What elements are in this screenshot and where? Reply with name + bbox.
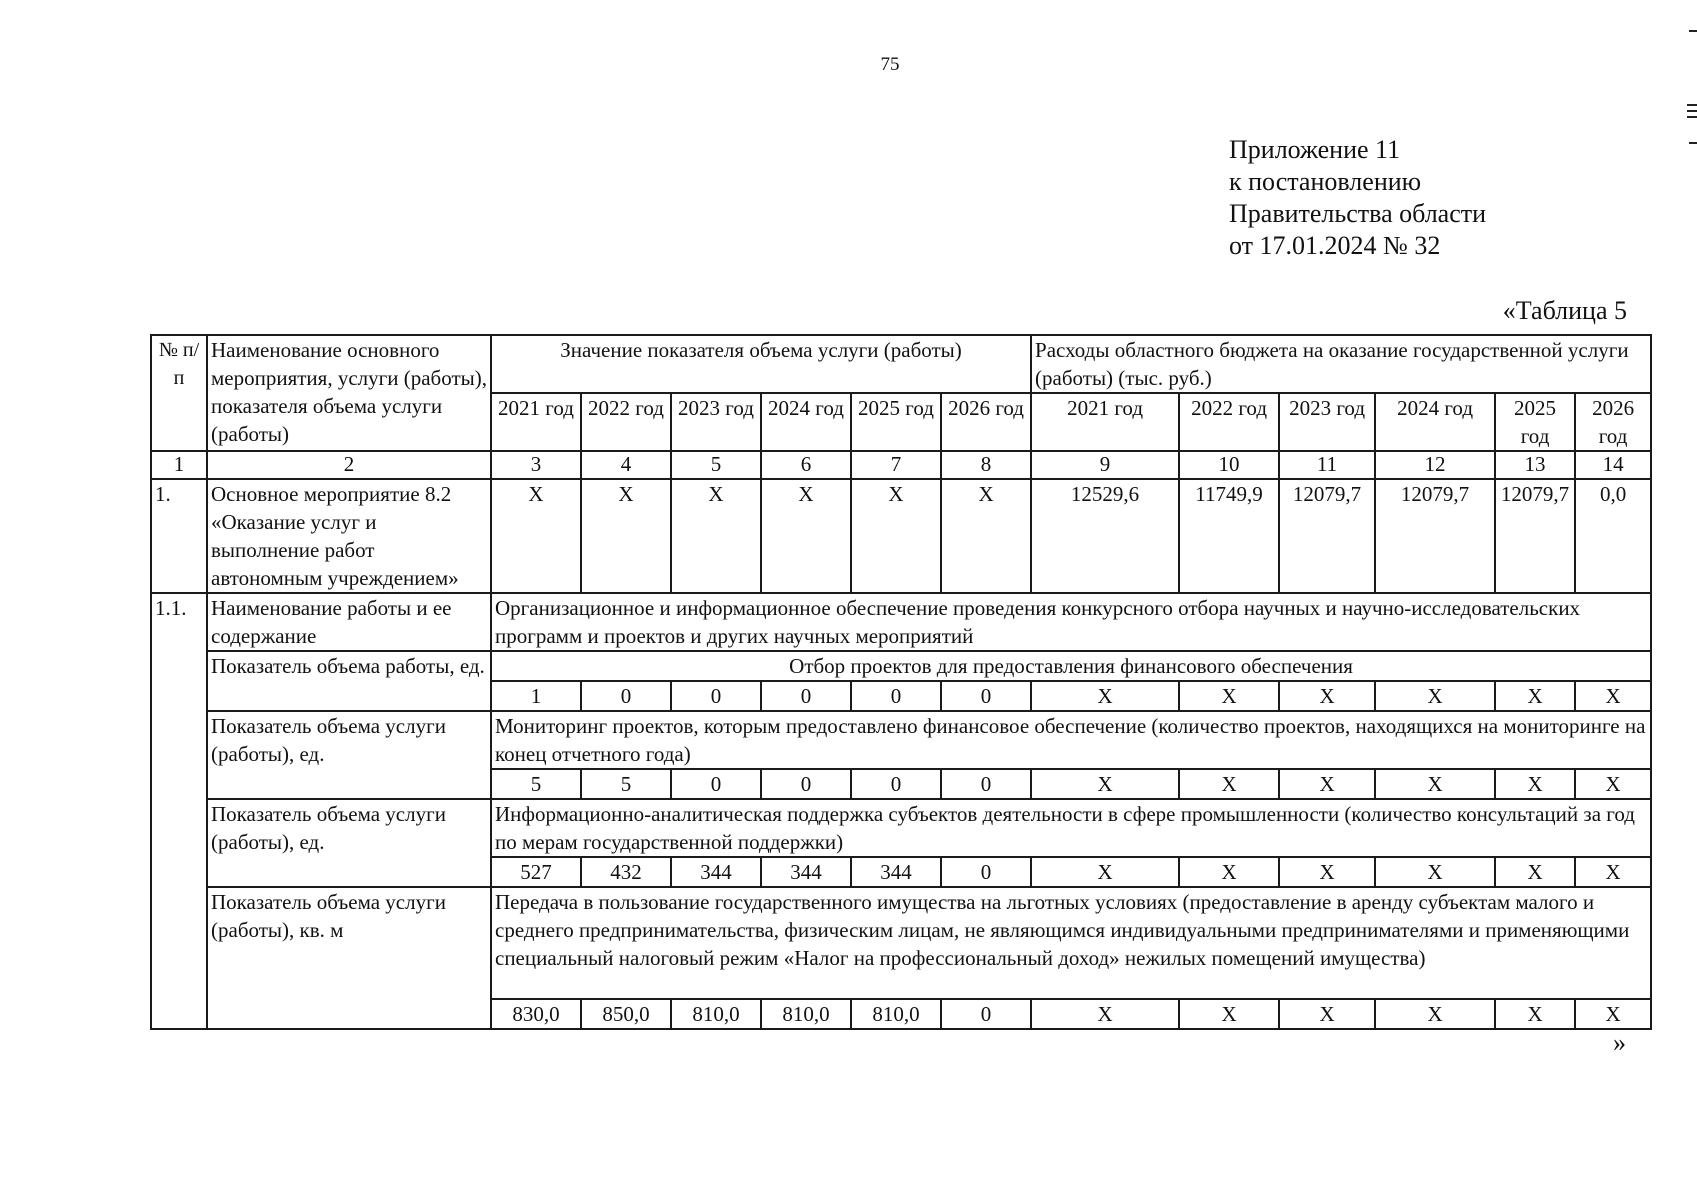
appendix-line: от 17.01.2024 № 32 xyxy=(1229,231,1441,260)
header-year: 2023 год xyxy=(671,393,761,451)
value-cell: 5 xyxy=(581,769,671,799)
value-cell: X xyxy=(581,479,671,593)
budget-table xyxy=(150,334,1652,1030)
value-cell: 830,0 xyxy=(491,999,581,1029)
indicator-label: Показатель объема работы, ед. xyxy=(207,651,491,711)
value-cell: 810,0 xyxy=(761,999,851,1029)
value-cell: 12079,7 xyxy=(1279,479,1375,593)
value-cell: 344 xyxy=(851,857,941,887)
value-cell: X xyxy=(1575,857,1651,887)
value-cell: X xyxy=(1495,857,1575,887)
value-cell: 527 xyxy=(491,857,581,887)
column-number: 2 xyxy=(207,451,491,479)
value-cell: X xyxy=(1375,681,1495,711)
margin-marks xyxy=(1687,0,1697,160)
value-cell: X xyxy=(1179,681,1279,711)
value-cell: 12529,6 xyxy=(1031,479,1179,593)
header-year: 2024 год xyxy=(1375,393,1495,451)
indicator-row xyxy=(151,651,1651,681)
value-cell: X xyxy=(1575,999,1651,1029)
value-cell: X xyxy=(1031,769,1179,799)
value-cell: 0 xyxy=(941,857,1031,887)
header-year: 2021 год xyxy=(1031,393,1179,451)
indicator-description: Мониторинг проектов, которым предоставлено финансовое обеспечение (количество проектов, находящихся на мониторинге на конец отчетного года) xyxy=(491,711,1651,769)
column-number: 12 xyxy=(1375,451,1495,479)
value-cell: X xyxy=(1179,857,1279,887)
value-cell: X xyxy=(1375,857,1495,887)
value-cell: 12079,7 xyxy=(1495,479,1575,593)
value-cell: X xyxy=(1495,999,1575,1029)
row-name: Основное мероприятие 8.2 «Оказание услуг и выполнение работ автономным учреждением» xyxy=(207,479,491,593)
value-cell: 0 xyxy=(671,769,761,799)
row-name: Наименование работы и ее содержание xyxy=(207,593,491,651)
value-cell: 0 xyxy=(671,681,761,711)
indicator-row xyxy=(151,799,1651,857)
header-year: 2025 год xyxy=(851,393,941,451)
value-cell: X xyxy=(1375,769,1495,799)
value-cell: X xyxy=(1279,681,1375,711)
header-row xyxy=(151,335,1651,393)
value-cell: 0 xyxy=(941,681,1031,711)
column-number: 11 xyxy=(1279,451,1375,479)
value-cell: 1 xyxy=(491,681,581,711)
value-cell: X xyxy=(1031,857,1179,887)
column-number: 8 xyxy=(941,451,1031,479)
value-cell: X xyxy=(1495,769,1575,799)
value-cell: 0 xyxy=(761,681,851,711)
table-row xyxy=(151,593,1651,651)
indicator-label: Показатель объема услуги (работы), кв. м xyxy=(207,887,491,1029)
value-cell: X xyxy=(1279,769,1375,799)
header-year: 2021 год xyxy=(491,393,581,451)
value-cell: 0 xyxy=(941,769,1031,799)
value-cell: X xyxy=(1575,769,1651,799)
value-cell: 0 xyxy=(581,681,671,711)
value-cell: 810,0 xyxy=(851,999,941,1029)
value-cell: X xyxy=(1575,681,1651,711)
value-cell: 0,0 xyxy=(1575,479,1651,593)
value-cell: 12079,7 xyxy=(1375,479,1495,593)
value-cell: X xyxy=(1031,681,1179,711)
value-cell: X xyxy=(761,479,851,593)
header-year: 2026 год xyxy=(1575,393,1651,451)
column-number: 13 xyxy=(1495,451,1575,479)
value-cell: 11749,9 xyxy=(1179,479,1279,593)
column-number: 5 xyxy=(671,451,761,479)
column-number: 10 xyxy=(1179,451,1279,479)
value-cell: 0 xyxy=(851,681,941,711)
value-cell: 344 xyxy=(671,857,761,887)
appendix-block xyxy=(1229,134,1486,262)
value-cell: X xyxy=(851,479,941,593)
indicator-label: Показатель объема услуги (работы), ед. xyxy=(207,799,491,887)
value-cell: X xyxy=(1031,999,1179,1029)
header-year: 2022 год xyxy=(1179,393,1279,451)
value-cell: 5 xyxy=(491,769,581,799)
column-numbers-row xyxy=(151,451,1651,479)
column-number: 1 xyxy=(151,451,207,479)
header-year: 2023 год xyxy=(1279,393,1375,451)
value-cell: 0 xyxy=(941,999,1031,1029)
header-budget-group: Расходы областного бюджета на оказание государственной услуги (работы) (тыс. руб.) xyxy=(1031,335,1651,393)
value-cell: X xyxy=(1279,857,1375,887)
value-cell: X xyxy=(1179,769,1279,799)
value-cell: 344 xyxy=(761,857,851,887)
header-name: Наименование основного мероприятия, услуги (работы), показателя объема услуги (работы) xyxy=(207,335,491,451)
column-number: 6 xyxy=(761,451,851,479)
value-cell: 850,0 xyxy=(581,999,671,1029)
indicator-label: Показатель объема услуги (работы), ед. xyxy=(207,711,491,799)
value-cell: X xyxy=(1375,999,1495,1029)
column-number: 14 xyxy=(1575,451,1651,479)
row-number: 1.1. xyxy=(151,593,207,1029)
value-cell: 0 xyxy=(761,769,851,799)
work-description: Организационное и информационное обеспечение проведения конкурсного отбора научных и научно-исследовательских программ и проектов и других научных мероприятий xyxy=(491,593,1651,651)
closing-quote: » xyxy=(1613,1028,1626,1057)
header-year: 2025 год xyxy=(1495,393,1575,451)
column-number: 7 xyxy=(851,451,941,479)
value-cell: X xyxy=(1495,681,1575,711)
appendix-line: Правительства области xyxy=(1229,199,1487,228)
appendix-line: к постановлению xyxy=(1229,167,1422,196)
column-number: 9 xyxy=(1031,451,1179,479)
value-cell: 810,0 xyxy=(671,999,761,1029)
value-cell: X xyxy=(491,479,581,593)
value-cell: 0 xyxy=(851,769,941,799)
header-year: 2022 год xyxy=(581,393,671,451)
appendix-line: Приложение 11 xyxy=(1229,135,1401,164)
page-number: 75 xyxy=(880,54,900,75)
indicator-description: Информационно-аналитическая поддержка субъектов деятельности в сфере промышленности (количество консультаций за год по мерам государственной поддержки) xyxy=(491,799,1651,857)
table-row xyxy=(151,479,1651,593)
indicator-description: Отбор проектов для предоставления финансового обеспечения xyxy=(491,651,1651,681)
value-cell: X xyxy=(1279,999,1375,1029)
table-label: «Таблица 5 xyxy=(1502,296,1627,325)
value-cell: 432 xyxy=(581,857,671,887)
value-cell: X xyxy=(671,479,761,593)
value-cell: X xyxy=(941,479,1031,593)
header-year: 2026 год xyxy=(941,393,1031,451)
header-volume-group: Значение показателя объема услуги (работы) xyxy=(491,335,1031,393)
indicator-description: Передача в пользование государственного имущества на льготных условиях (предоставление в аренду субъектам малого и среднего предпринимательства, физическим лицам, не являющимся индивидуальными предпринимателями и применяющими специальный налоговый режим «Налог на профессиональный доход» нежилых помещений имущества) xyxy=(491,887,1651,999)
row-number: 1. xyxy=(151,479,207,593)
header-year: 2024 год xyxy=(761,393,851,451)
column-number: 4 xyxy=(581,451,671,479)
indicator-row xyxy=(151,711,1651,769)
header-num: № п/п xyxy=(151,335,207,451)
column-number: 3 xyxy=(491,451,581,479)
indicator-row xyxy=(151,887,1651,999)
value-cell: X xyxy=(1179,999,1279,1029)
